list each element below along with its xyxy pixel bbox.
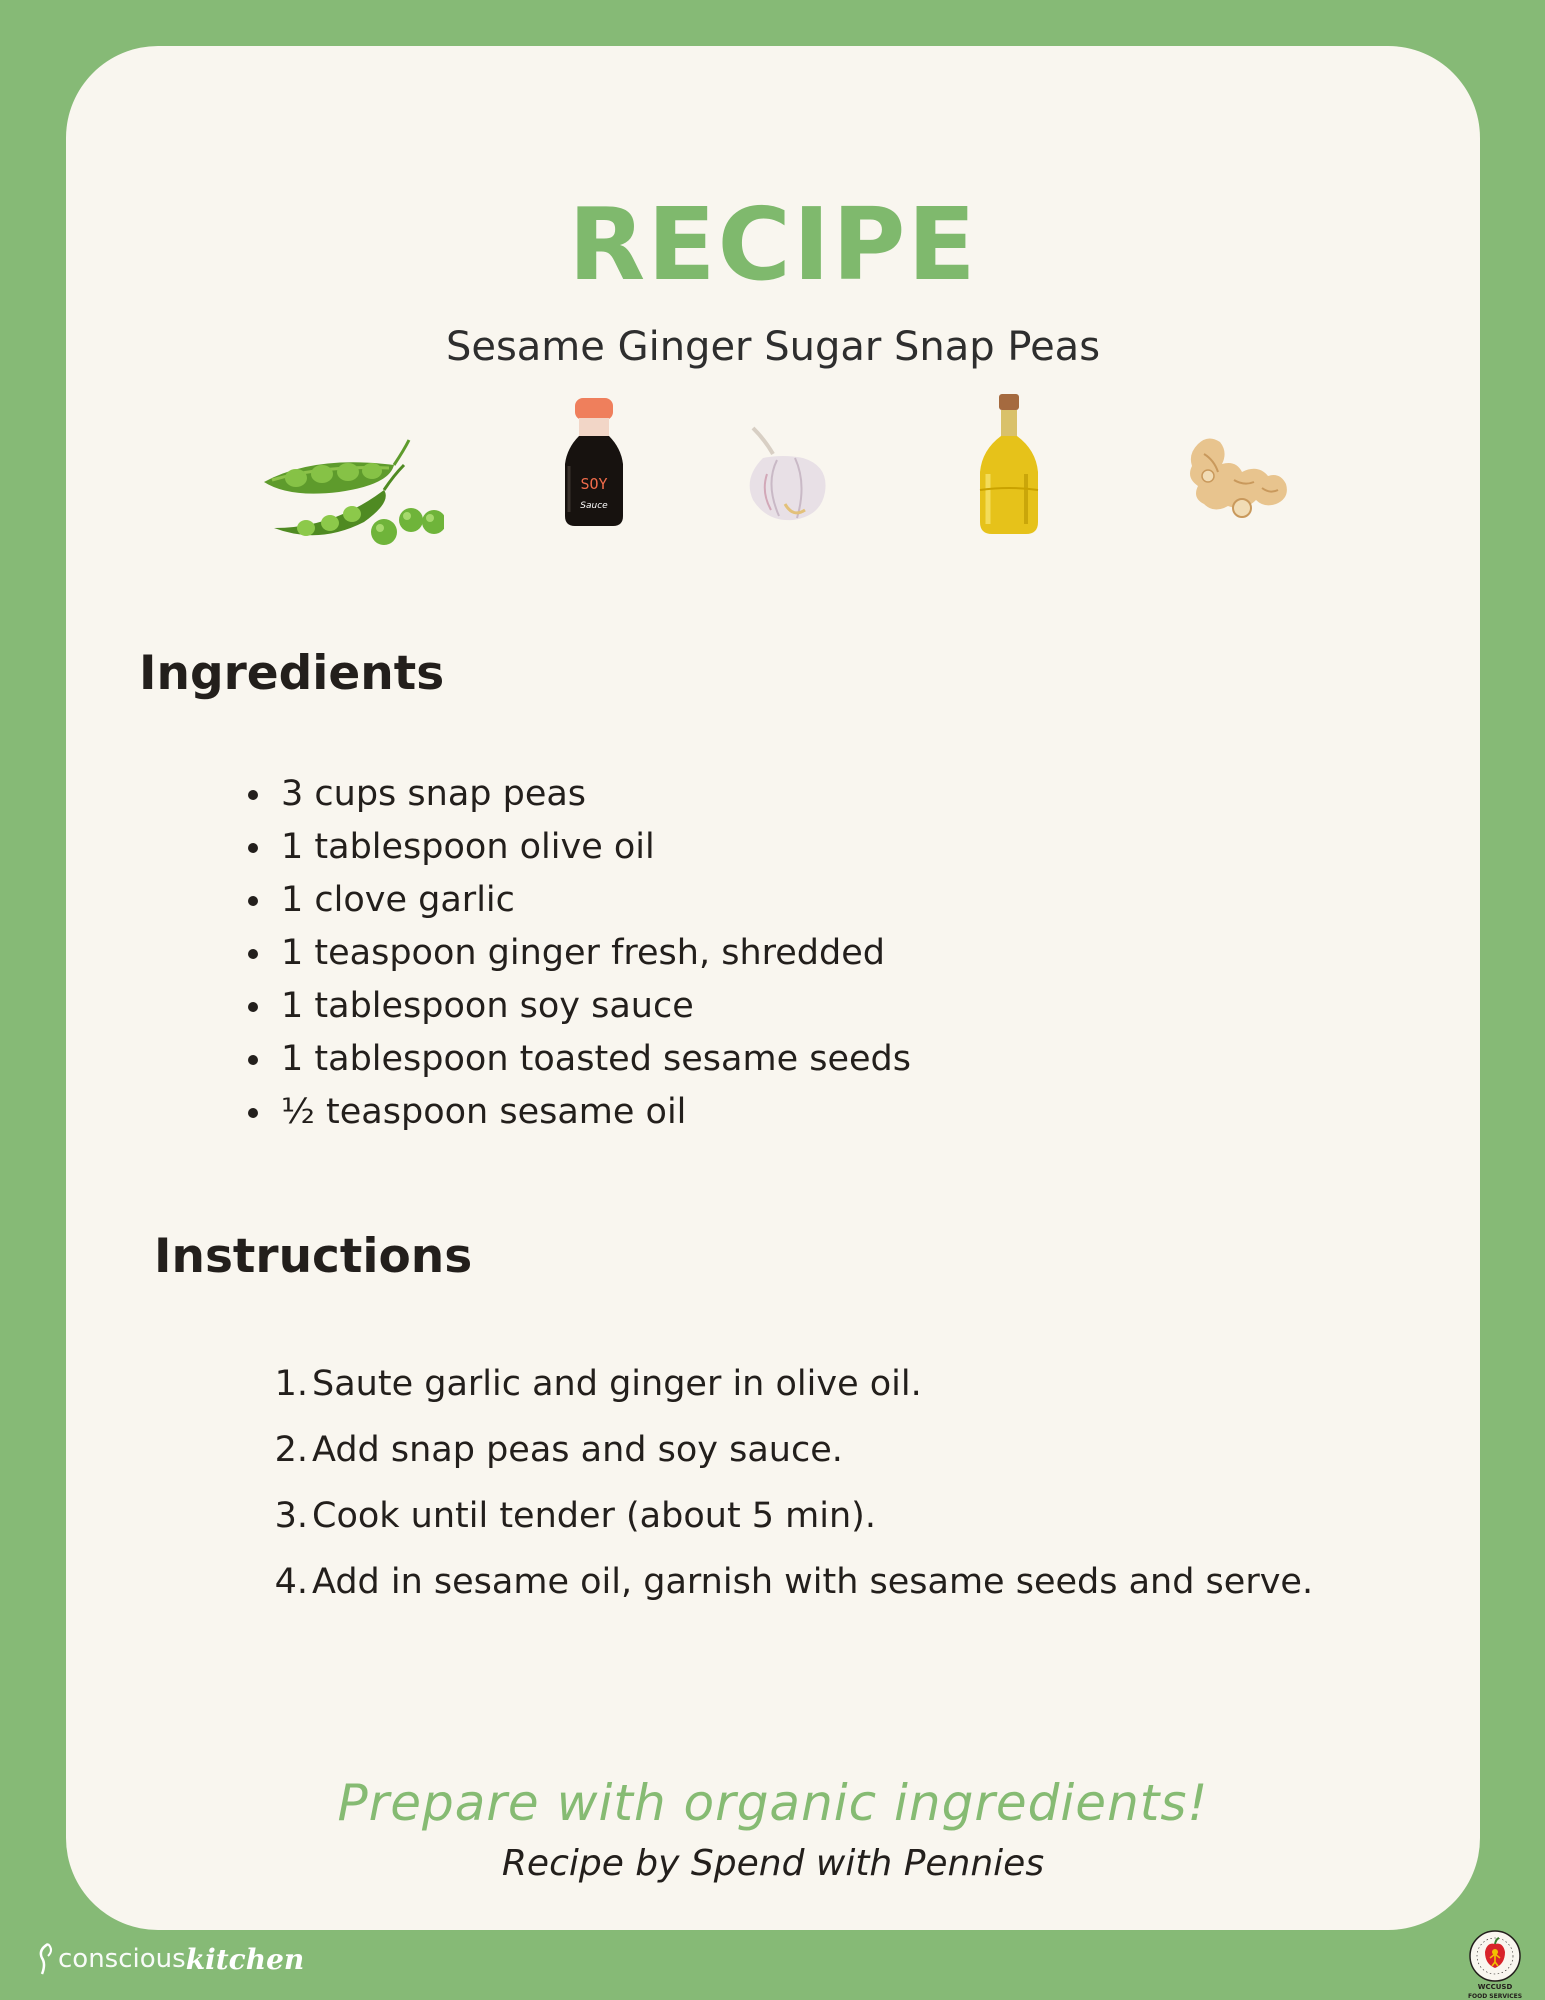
svg-text:FOOD SERVICES: FOOD SERVICES bbox=[1467, 1993, 1523, 2000]
recipe-card bbox=[66, 46, 1480, 1930]
page-title: RECIPE bbox=[568, 186, 978, 303]
instruction-step bbox=[274, 1483, 1313, 1549]
ingredient-item: 3 cups snap peas bbox=[281, 768, 911, 821]
ingredient-item: 1 tablespoon olive oil bbox=[281, 821, 911, 874]
step-text: Saute garlic and ginger in olive oil. bbox=[312, 1364, 922, 1404]
brand-word-kitchen: kitchen bbox=[185, 1942, 305, 1976]
svg-text:Sauce: Sauce bbox=[580, 501, 608, 511]
step-number: 4. bbox=[274, 1562, 308, 1602]
step-number: 2. bbox=[274, 1430, 308, 1470]
step-number: 3. bbox=[274, 1496, 308, 1536]
ingredient-item: 1 clove garlic bbox=[281, 874, 911, 927]
ginger-root-icon bbox=[1178, 424, 1298, 524]
step-text: Add in sesame oil, garnish with sesame seeds and serve. bbox=[312, 1562, 1314, 1602]
instruction-step bbox=[274, 1549, 1314, 1615]
recipe-name: Sesame Ginger Sugar Snap Peas bbox=[445, 324, 1101, 370]
ingredient-item: 1 tablespoon soy sauce bbox=[281, 980, 911, 1033]
step-text: Add snap peas and soy sauce. bbox=[312, 1430, 843, 1470]
recipe-credit: Recipe by Spend with Pennies bbox=[501, 1843, 1045, 1884]
soy-sauce-bottle-icon bbox=[549, 394, 639, 534]
conscious-kitchen-logo bbox=[36, 1942, 304, 1976]
instructions-list bbox=[274, 1351, 1314, 1615]
wccusd-food-services-seal bbox=[1459, 1928, 1531, 2000]
step-number: 1. bbox=[274, 1364, 308, 1404]
organic-tagline: Prepare with organic ingredients! bbox=[337, 1774, 1209, 1832]
snap-peas-icon bbox=[244, 410, 444, 570]
ingredient-item: 1 tablespoon toasted sesame seeds bbox=[281, 1033, 911, 1086]
instruction-step bbox=[274, 1417, 1313, 1483]
brand-word-conscious: conscious bbox=[58, 1944, 186, 1974]
instructions-heading: Instructions bbox=[154, 1229, 473, 1284]
olive-oil-bottle-icon bbox=[964, 390, 1054, 540]
ingredient-item: 1 teaspoon ginger fresh, shredded bbox=[281, 927, 911, 980]
ingredient-item: ½ teaspoon sesame oil bbox=[281, 1086, 911, 1139]
instruction-step bbox=[274, 1351, 1313, 1417]
svg-text:SOY: SOY bbox=[580, 475, 608, 493]
garlic-icon bbox=[733, 418, 843, 528]
step-text: Cook until tender (about 5 min). bbox=[312, 1496, 876, 1536]
svg-text:WCCUSD: WCCUSD bbox=[1477, 1983, 1513, 1991]
ingredients-heading: Ingredients bbox=[139, 646, 445, 701]
leaf-logo-icon bbox=[36, 1942, 56, 1976]
ingredients-list bbox=[281, 768, 911, 1139]
